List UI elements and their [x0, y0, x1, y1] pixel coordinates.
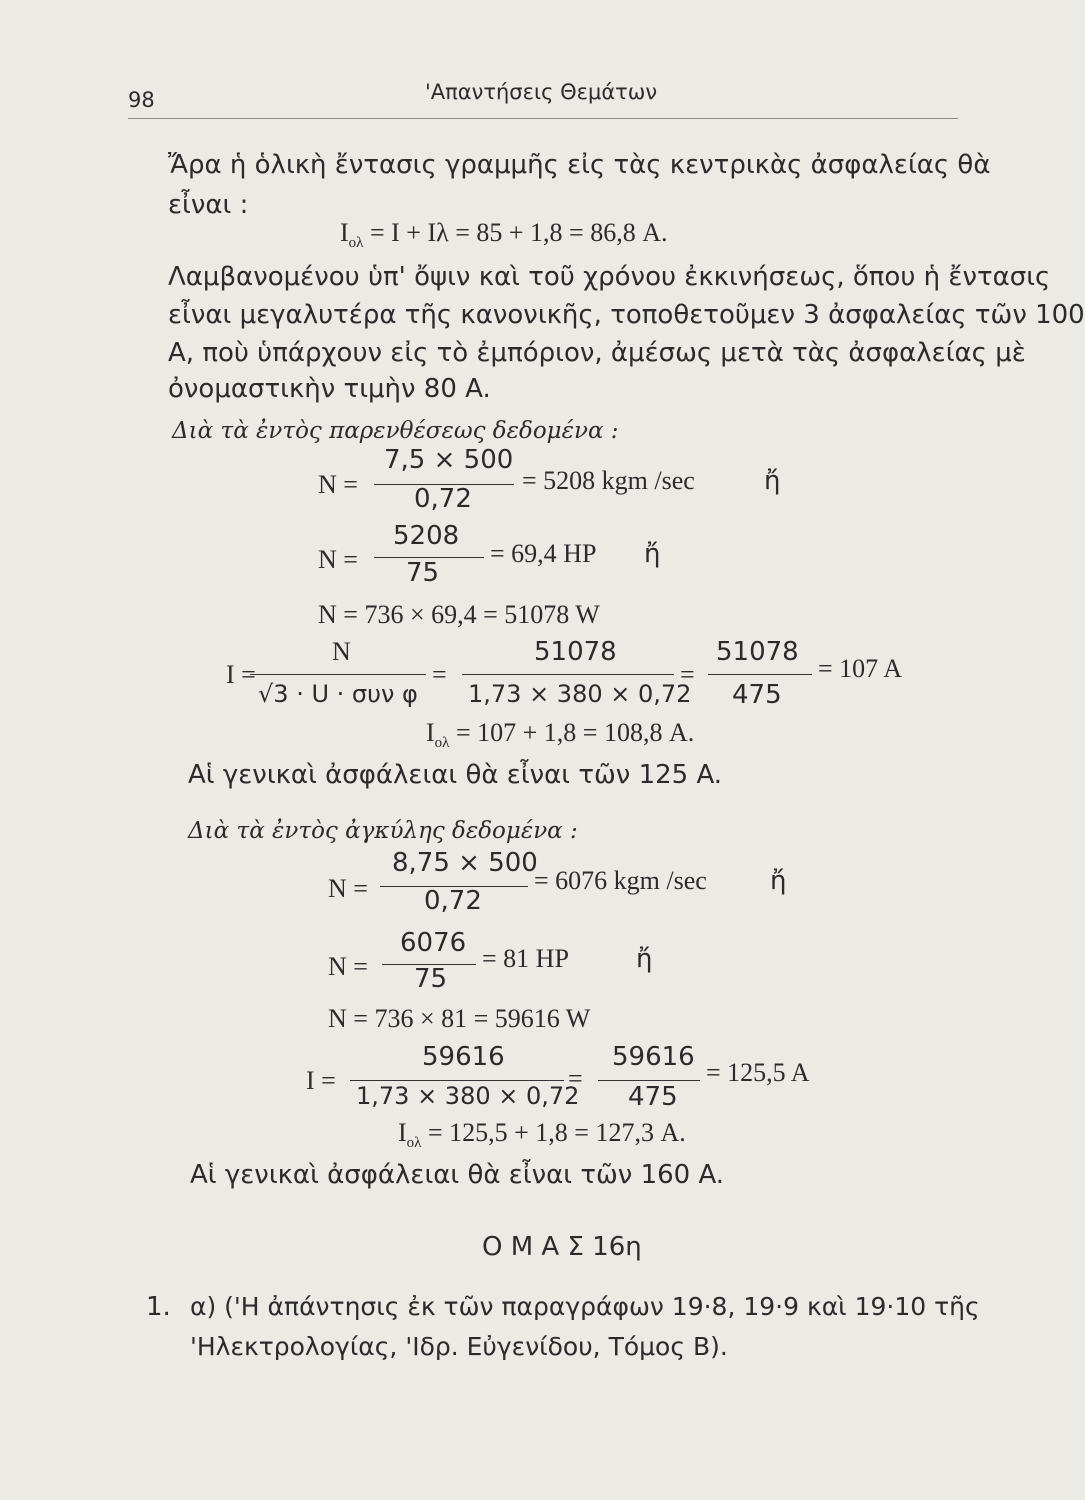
s1-n2-or: ἤ [644, 539, 661, 569]
total-current-equation: $I_{o\lambda} = I + I\lambda = 85 + 1,8 = 86,8$ A. [340, 218, 668, 252]
n-label: N = [318, 470, 358, 499]
paragraph-line-1: Λαμβανομένου ὑπ' ὄψιν καὶ τοῦ χρόνου ἐκκινήσεως, ὅπου ἡ ἔντασις [168, 262, 1051, 292]
s1-i-fraction-bar-3 [708, 674, 812, 675]
s1-i-denominator-3: 475 [732, 680, 782, 710]
s1-n2-denominator: 75 [406, 558, 440, 588]
s2-i-numerator-2: 59616 [612, 1042, 695, 1072]
item-number: 1. [146, 1292, 171, 1322]
s1-n3-equation: N = 736 × 69,4 = 51078 W [318, 600, 600, 629]
i-label: I = [306, 1066, 336, 1095]
s1-i-result: = 107 A [818, 654, 903, 683]
s2-i-denominator-1: 1,73 × 380 × 0,72 [356, 1082, 580, 1110]
s1-i-numerator-1: N [332, 637, 351, 666]
intro-line-2: εἶναι : [168, 190, 249, 220]
s1-i-denominator-1: √3 · U · συν φ [258, 680, 418, 708]
s1-n1-numerator: 7,5 × 500 [384, 445, 514, 475]
n-label: N = [328, 874, 368, 903]
s2-i-fraction-bar-2 [598, 1080, 700, 1081]
item-line-1: α) ('Η ἀπάντησις ἐκ τῶν παραγράφων 19·8, 19·9 καὶ 19·10 τῆς [190, 1292, 980, 1321]
s1-conclusion: Αἱ γενικαὶ ἀσφάλειαι θὰ εἶναι τῶν 125 A. [188, 760, 723, 790]
group-title: Ο Μ Α Σ 16η [482, 1232, 642, 1262]
paragraph-line-4: ὀνομαστικὴν τιμὴν 80 A. [168, 374, 491, 404]
equals-sign: = [568, 1064, 583, 1093]
running-title: 'Απαντήσεις Θεμάτων [425, 80, 658, 104]
s1-n1-result: = 5208 kgm /sec [522, 466, 695, 495]
item-line-2: 'Ηλεκτρολογίας, 'Ιδρ. Εὐγενίδου, Τόμος Β). [190, 1332, 728, 1361]
s2-n1-denominator: 0,72 [424, 886, 482, 916]
s2-n2-denominator: 75 [414, 964, 448, 994]
s2-n1-result: = 6076 kgm /sec [534, 866, 707, 895]
header-rule [128, 118, 958, 119]
s1-n2-numerator: 5208 [393, 521, 460, 551]
paragraph-line-2: εἶναι μεγαλυτέρα τῆς κανονικῆς, τοποθετοῦμεν 3 ἀσφαλείας τῶν 100 [168, 300, 1085, 330]
section1-heading: Διὰ τὰ ἐντὸς παρενθέσεως δεδομένα : [172, 418, 619, 444]
s1-i-fraction-bar-1 [250, 674, 426, 675]
s1-i-denominator-2: 1,73 × 380 × 0,72 [468, 680, 692, 708]
equals-sign: = [432, 660, 447, 689]
n-label: N = [318, 545, 358, 574]
i-label: I = [226, 660, 256, 689]
intro-line-1: Ἄρα ἡ ὁλικὴ ἔντασις γραμμῆς εἰς τὰς κεντρικὰς ἀσφαλείας θὰ [168, 150, 991, 180]
s2-total: $I_{o\lambda} = 125,5 + 1,8 = 127,3$ A. [398, 1118, 686, 1152]
s2-n2-result: = 81 HP [482, 944, 569, 973]
page-number: 98 [128, 88, 155, 112]
section2-heading: Διὰ τὰ ἐντὸς ἀγκύλης δεδομένα : [188, 818, 578, 844]
s1-n1-denominator: 0,72 [414, 484, 472, 514]
s2-i-numerator-1: 59616 [422, 1042, 505, 1072]
s1-total: $I_{o\lambda} = 107 + 1,8 = 108,8$ A. [426, 718, 695, 752]
s2-i-denominator-2: 475 [628, 1082, 678, 1112]
s2-n3-equation: N = 736 × 81 = 59616 W [328, 1004, 591, 1033]
s1-n2-result: = 69,4 HP [490, 539, 597, 568]
n-label: N = [328, 952, 368, 981]
s2-n1-or: ἤ [770, 866, 787, 896]
equals-sign: = [680, 660, 695, 689]
s1-n1-or: ἤ [764, 466, 781, 496]
s2-i-result: = 125,5 A [706, 1058, 810, 1087]
s2-n2-or: ἤ [636, 944, 653, 974]
s1-i-numerator-3: 51078 [716, 637, 799, 667]
s1-i-numerator-2: 51078 [534, 637, 617, 667]
s2-n2-numerator: 6076 [400, 928, 467, 958]
s2-n1-numerator: 8,75 × 500 [392, 848, 538, 878]
s2-conclusion: Αἱ γενικαὶ ἀσφάλειαι θὰ εἶναι τῶν 160 A. [190, 1160, 725, 1190]
s1-i-fraction-bar-2 [462, 674, 674, 675]
paragraph-line-3: A, ποὺ ὑπάρχουν εἰς τὸ ἐμπόριον, ἀμέσως μετὰ τὰς ἀσφαλείας μὲ [168, 338, 1026, 368]
s2-i-fraction-bar-1 [350, 1080, 564, 1081]
